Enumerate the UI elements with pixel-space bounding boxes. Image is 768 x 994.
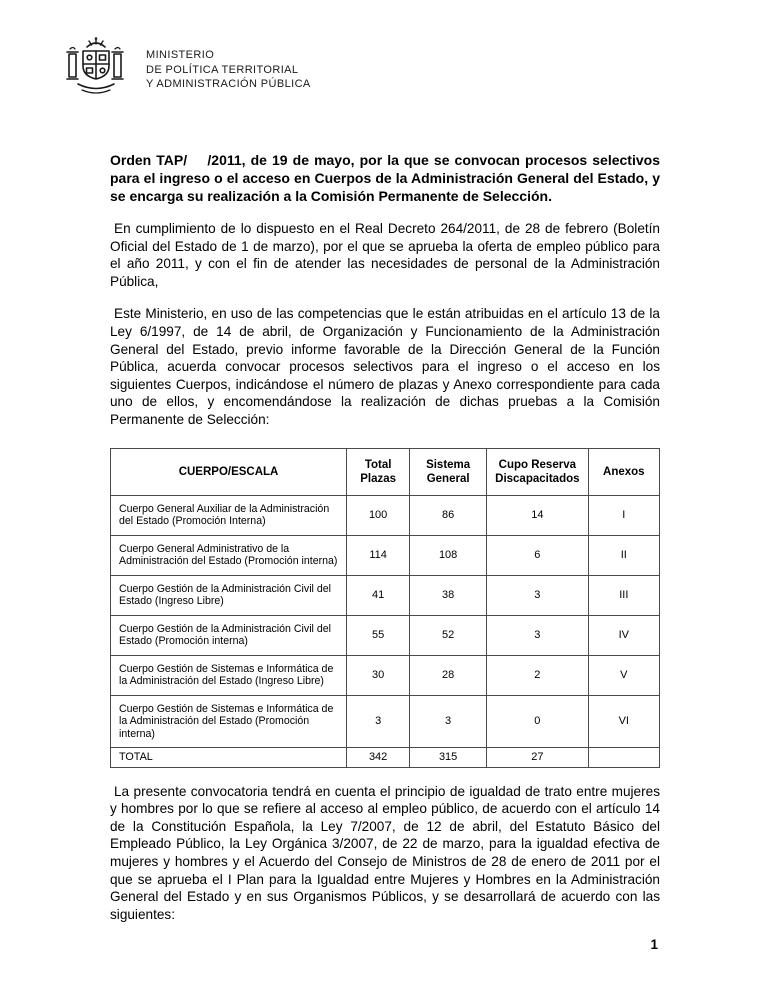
- cell-total: 3: [347, 695, 410, 748]
- cell-total: 30: [347, 655, 410, 695]
- table-row: [111, 655, 660, 695]
- cell-sistema: 38: [410, 575, 487, 615]
- ministry-line-2: DE POLÍTICA TERRITORIAL: [146, 63, 299, 76]
- cell-cuerpo: Cuerpo Gestión de la Administración Civil del Estado (Ingreso Libre): [111, 575, 347, 615]
- cell-anexo: IV: [588, 615, 659, 655]
- cell-anexo: II: [588, 535, 659, 575]
- col-header-anexos: Anexos: [588, 448, 659, 495]
- cell-total: 55: [347, 615, 410, 655]
- cell-sistema: 108: [410, 535, 487, 575]
- cell-cuerpo: Cuerpo Gestión de la Administración Civil del Estado (Promoción interna): [111, 615, 347, 655]
- table-header-row: [111, 448, 660, 495]
- col-header-cupo-reserva: Cupo Reserva Discapacitados: [487, 448, 589, 495]
- cell-sistema: 52: [410, 615, 487, 655]
- document-title: Orden TAP/ /2011, de 19 de mayo, por la que se convocan procesos selectivos para el ingreso o el acceso en Cuerpos de la Administración General del Estado, y se encarga su realización a la Comisión Permanente de Selección.: [110, 152, 660, 204]
- cell-total: 114: [347, 535, 410, 575]
- cell-cupo: 3: [487, 615, 589, 655]
- table-row: [111, 575, 660, 615]
- cell-anexo: V: [588, 655, 659, 695]
- closing-paragraph: La presente convocatoria tendrá en cuenta el principio de igualdad de trato entre mujeres y hombres por lo que se refiere al acceso al empleo público, de acuerdo con el artículo 14 de la Constitución Española, la Ley 7/2007, de 12 de abril, del Estatuto Básico del Empleado Público, la Ley Orgánica 3/2007, de 22 de marzo, para la igualdad efectiva de mujeres y hombres y el Acuerdo del Consejo de Ministros de 28 de enero de 2011 por el que se aprueba el I Plan para la Igualdad entre Mujeres y Hombres en la Administración General del Estado y en sus Organismos Públicos, y se desarrollará de acuerdo con las siguientes:: [110, 783, 660, 922]
- cell-sistema: 28: [410, 655, 487, 695]
- cell-anexo: VI: [588, 695, 659, 748]
- ministry-line-3: Y ADMINISTRACIÓN PÚBLICA: [146, 78, 311, 90]
- table-row: [111, 495, 660, 535]
- cell-cuerpo: Cuerpo Gestión de Sistemas e Informática de la Administración del Estado (Ingreso Libre): [111, 655, 347, 695]
- document-body: [0, 151, 768, 952]
- cell-cupo: 6: [487, 535, 589, 575]
- cell-cuerpo: Cuerpo General Administrativo de la Administración del Estado (Promoción interna): [111, 535, 347, 575]
- table-row: [111, 615, 660, 655]
- table-row: [111, 535, 660, 575]
- cell-cupo: 14: [487, 495, 589, 535]
- ministry-logo: [56, 36, 134, 107]
- cell-anexo-empty: [588, 748, 659, 768]
- cell-cupo: 2: [487, 655, 589, 695]
- cell-cupo-sum: 27: [487, 748, 589, 768]
- spain-coat-of-arms-icon: [56, 36, 134, 102]
- paragraph-2: Este Ministerio, en uso de las competencias que le están atribuidas en el artículo 13 de la Ley 6/1997, de 14 de abril, de Organización y Funcionamiento de la Administración General del Estado, previo informe favorable de la Dirección General de la Función Pública, acuerda convocar procesos selectivos para el ingreso o el acceso en los siguientes Cuerpos, indicándose el número de plazas y Anexo correspondiente para cada uno de ellos, y encomendándose la realización de dichas pruebas a la Comisión Permanente de Selección:: [110, 306, 660, 427]
- ministry-line-1: MINISTERIO: [146, 49, 215, 61]
- cell-cuerpo: Cuerpo General Auxiliar de la Administración del Estado (Promoción Interna): [111, 495, 347, 535]
- cell-sistema: 86: [410, 495, 487, 535]
- col-header-cuerpo-escala: CUERPO/ESCALA: [111, 448, 347, 495]
- paragraph-1: En cumplimiento de lo dispuesto en el Real Decreto 264/2011, de 28 de febrero (Boletín Oficial del Estado de 1 de marzo), por el que se aprueba la oferta de empleo público para el año 2011, y con el fin de atender las necesidades de personal de la Administración Pública,: [110, 221, 660, 289]
- cell-cupo: 3: [487, 575, 589, 615]
- cell-total: 100: [347, 495, 410, 535]
- cell-cupo: 0: [487, 695, 589, 748]
- cell-anexo: I: [588, 495, 659, 535]
- cell-total-label: TOTAL: [111, 748, 347, 768]
- cell-sistema-sum: 315: [410, 748, 487, 768]
- page-number: 1: [650, 937, 658, 953]
- table-total-row: [111, 748, 660, 768]
- ministry-name: [146, 36, 311, 92]
- cell-sistema: 3: [410, 695, 487, 748]
- cell-total-plazas-sum: 342: [347, 748, 410, 768]
- cell-cuerpo: Cuerpo Gestión de Sistemas e Informática de la Administración del Estado (Promoción interna): [111, 695, 347, 748]
- document-header: [0, 0, 768, 107]
- cell-total: 41: [347, 575, 410, 615]
- plazas-table: [110, 448, 660, 768]
- col-header-total-plazas: Total Plazas: [347, 448, 410, 495]
- col-header-sistema-general: Sistema General: [410, 448, 487, 495]
- table-row: [111, 695, 660, 748]
- cell-anexo: III: [588, 575, 659, 615]
